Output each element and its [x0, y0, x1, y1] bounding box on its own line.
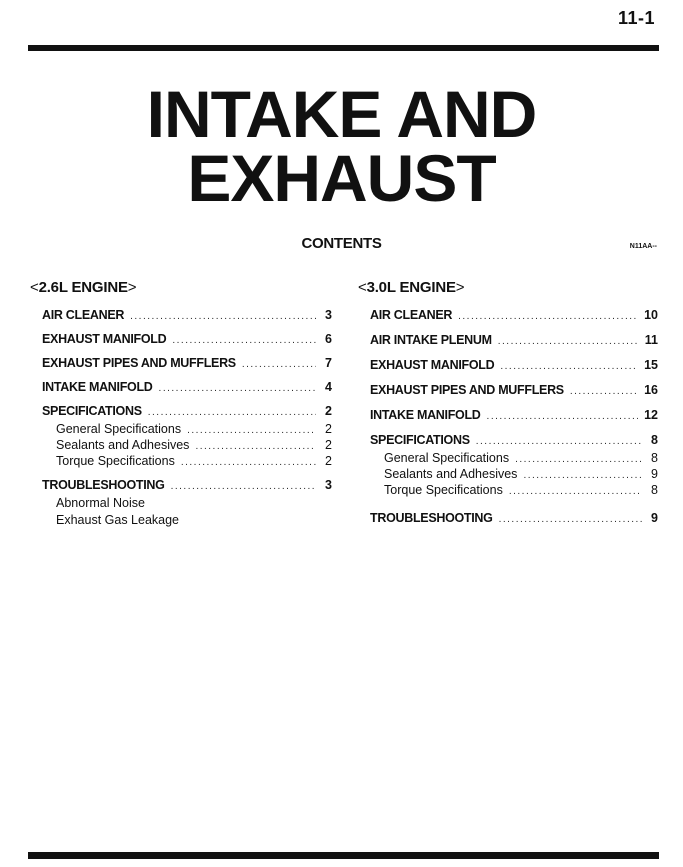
toc-entry-label: INTAKE MANIFOLD [42, 380, 153, 394]
toc-subentry-page: 8 [651, 451, 658, 465]
bottom-rule [28, 852, 659, 859]
toc-subentry-label: Torque Specifications [56, 454, 175, 468]
toc-entry-label: EXHAUST MANIFOLD [370, 358, 495, 372]
toc-entry[interactable] [42, 308, 332, 322]
toc-entry[interactable] [370, 333, 658, 347]
toc-subentry-label: Sealants and Adhesives [384, 467, 518, 481]
dot-leader [181, 457, 316, 468]
toc-subentry-label: General Specifications [56, 422, 182, 436]
toc-entry[interactable] [42, 404, 332, 418]
toc-entry-label: AIR CLEANER [42, 308, 125, 322]
toc-entry[interactable] [42, 356, 332, 370]
toc-entry-label: TROUBLESHOOTING [42, 478, 165, 492]
top-rule [28, 45, 659, 51]
toc-subentries [42, 496, 332, 527]
toc-entry-label: EXHAUST MANIFOLD [42, 332, 167, 346]
toc-subentry[interactable] [42, 422, 332, 436]
toc-entry-label: SPECIFICATIONS [370, 433, 470, 447]
document-code: N11AA-- [629, 243, 657, 250]
dot-leader [523, 470, 642, 481]
toc-entry-label: EXHAUST PIPES AND MUFFLERS [42, 356, 236, 370]
dot-leader [242, 359, 316, 370]
dot-leader [487, 411, 639, 422]
toc-entry[interactable] [370, 383, 658, 397]
toc-entry[interactable] [370, 408, 658, 422]
toc-entry[interactable] [42, 478, 332, 492]
toc-subentry-page: 9 [651, 467, 658, 481]
toc-entry-page: 4 [325, 380, 332, 394]
toc-subentry-page: 2 [325, 438, 332, 452]
toc-subentry-label[interactable]: Exhaust Gas Leakage [56, 513, 179, 527]
toc-entry[interactable] [42, 380, 332, 394]
toc-entry-page: 7 [325, 356, 332, 370]
toc-entry-page: 16 [644, 383, 658, 397]
toc-entry[interactable] [370, 433, 658, 447]
engine-heading-3-0l: <3.0L ENGINE> [358, 279, 465, 296]
toc-subentry-label[interactable]: Abnormal Noise [56, 496, 145, 510]
toc-entries [358, 308, 658, 525]
toc-entry-page: 8 [651, 433, 658, 447]
toc-entry-page: 3 [325, 478, 332, 492]
toc-entry-page: 10 [644, 308, 658, 322]
toc-entry-label: INTAKE MANIFOLD [370, 408, 481, 422]
toc-entry-page: 11 [644, 333, 658, 347]
toc-subentries [370, 451, 658, 497]
dot-leader [159, 383, 316, 394]
toc-entry-label: EXHAUST PIPES AND MUFFLERS [370, 383, 564, 397]
toc-entry[interactable] [370, 511, 658, 525]
toc-entry-page: 12 [644, 408, 658, 422]
dot-leader [570, 386, 638, 397]
chapter-title [0, 77, 683, 215]
dot-leader [458, 311, 638, 322]
toc-column-3-0l [358, 279, 658, 536]
toc-entry-label: AIR INTAKE PLENUM [370, 333, 492, 347]
dot-leader [498, 336, 639, 347]
toc-entry-page: 2 [325, 404, 332, 418]
toc-entry[interactable] [370, 358, 658, 372]
toc-subentry[interactable] [42, 454, 332, 468]
dot-leader [195, 441, 316, 452]
toc-entry-page: 15 [644, 358, 658, 372]
page-number: 11-1 [617, 8, 655, 28]
engine-heading-2-6l: <2.6L ENGINE> [30, 279, 137, 296]
dot-leader [171, 481, 316, 492]
dot-leader [476, 436, 642, 447]
toc-subentry-page: 2 [325, 422, 332, 436]
toc-entry-label: SPECIFICATIONS [42, 404, 142, 418]
dot-leader [500, 361, 638, 372]
toc-subentry-label: Sealants and Adhesives [56, 438, 190, 452]
toc-subentry-page: 8 [651, 483, 658, 497]
chapter-title-line-1: INTAKE AND [146, 77, 537, 151]
dot-leader [172, 335, 316, 346]
toc-entries [30, 308, 332, 527]
toc-entry-page: 9 [651, 511, 658, 525]
toc-subentry-label: General Specifications [384, 451, 510, 465]
toc-entry-page: 6 [325, 332, 332, 346]
chapter-title-line-2: EXHAUST [187, 141, 496, 215]
toc-entry-page: 3 [325, 308, 332, 322]
toc-subentry-page: 2 [325, 454, 332, 468]
toc-subentry[interactable] [42, 438, 332, 452]
dot-leader [499, 514, 642, 525]
toc-subentries [42, 422, 332, 468]
toc-entry-label: TROUBLESHOOTING [370, 511, 493, 525]
toc-entry[interactable] [370, 308, 658, 322]
dot-leader [130, 311, 316, 322]
toc-entry-label: AIR CLEANER [370, 308, 453, 322]
dot-leader [148, 407, 316, 418]
contents-heading: CONTENTS [301, 235, 382, 252]
toc-subentry[interactable] [370, 467, 658, 481]
toc-subentry[interactable] [370, 483, 658, 497]
dot-leader [515, 454, 642, 465]
toc-entry[interactable] [42, 332, 332, 346]
toc-subentry-label: Torque Specifications [384, 483, 503, 497]
dot-leader [187, 425, 316, 436]
toc-subentry[interactable] [370, 451, 658, 465]
toc-column-2-6l [30, 279, 332, 537]
dot-leader [509, 486, 642, 497]
